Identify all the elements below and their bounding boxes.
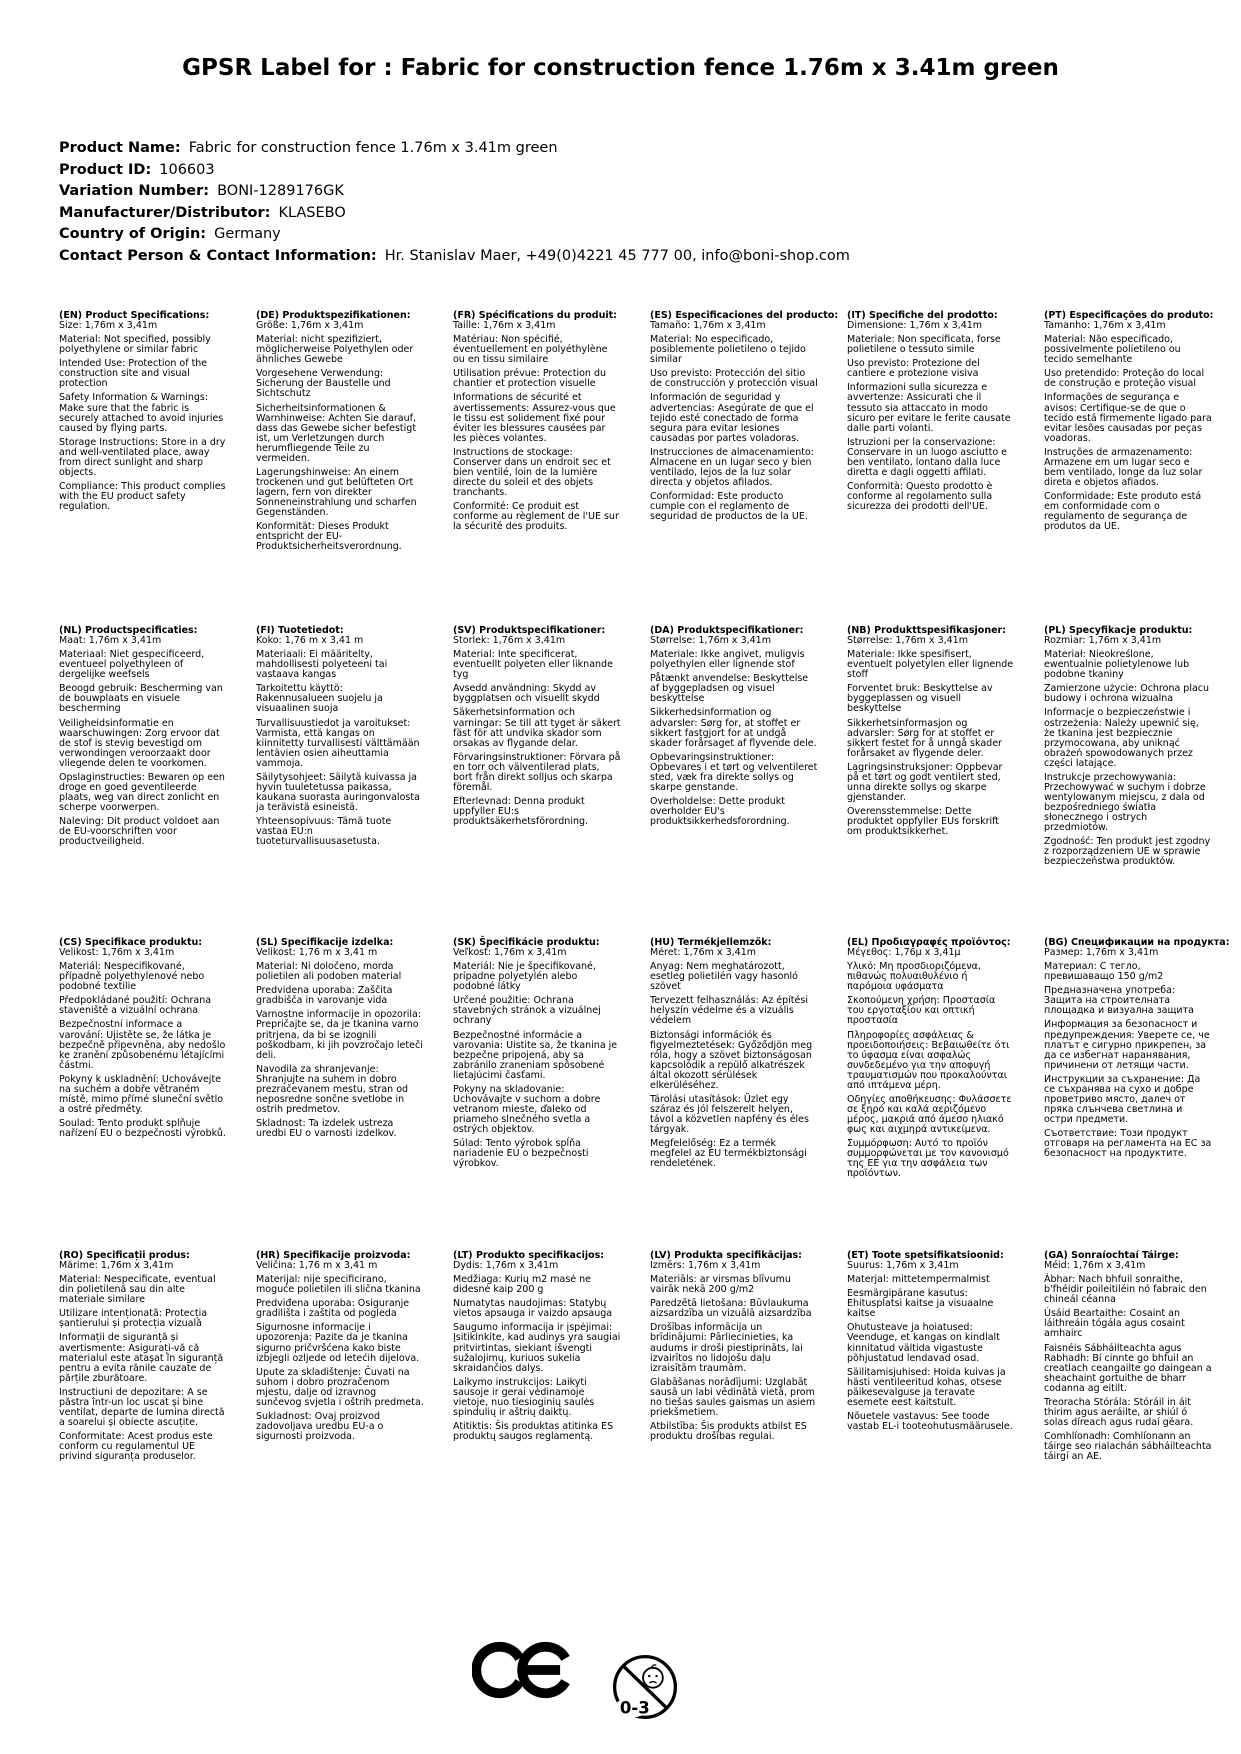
- block-paragraph: Glabāšanas norādījumi: Uzglabāt sausā un labi vēdinātā vietā, prom no tiešas saules gaismas un asiem priekšmetiem.: [650, 1376, 816, 1418]
- block-paragraph: Sikkerhetsinformasjon og advarsler: Sørg for at stoffet er sikkert festet for å unngå skader forårsaket av flygende deler.: [847, 717, 1002, 759]
- block-paragraph: Overensstemmelse: Dette produktet oppfyller EUs forskrift om produktsikkerhet.: [847, 806, 1000, 838]
- block-paragraph: Compliance: This product complies with the EU product safety regulation.: [59, 480, 226, 513]
- block-paragraph: Material: Ni določeno, morda polietilen ali podoben material: [256, 961, 402, 983]
- block-paragraph: Varnostne informacije in opozorila: Prepričajte se, da je tkanina varno pritrjena, da bi se izognili poškodbam, ki jih povzročajo leteči deli.: [256, 1009, 423, 1061]
- block-paragraph: Uso pretendido: Proteção do local de construção e proteção visual: [1044, 368, 1205, 390]
- block-size-line: Maat: 1,76m x 3,41m: [59, 635, 162, 647]
- block-heading: (EL) Προδιαγραφές προϊόντος:: [847, 937, 1011, 948]
- block-paragraph: Tarkoitettu käyttö: Rakennusalueen suojelu ja visuaalinen suoja: [256, 683, 383, 715]
- block-size-line: Size: 1,76m x 3,41m: [59, 320, 158, 332]
- language-block: [847, 311, 1015, 626]
- block-paragraph: Förvaringsinstruktioner: Förvara på en torr och välventilerad plats, bort från direkt solljus och skarpa föremål.: [453, 751, 621, 793]
- block-paragraph: Uso previsto: Protección del sitio de construcción y protección visual: [650, 368, 818, 390]
- block-paragraph: Matériau: Non spécifié, éventuellement en polyéthylène ou en tissu similaire: [453, 334, 608, 366]
- block-heading: (IT) Specifiche del prodotto:: [847, 310, 998, 321]
- block-paragraph: Informações de segurança e avisos: Certifique-se de que o tecido está firmemente ligado para evitar lesões causadas por peças voadoras.: [1044, 392, 1212, 444]
- block-paragraph: Conformitate: Acest produs este conform cu regulamentul UE privind siguranța produselor.: [59, 1431, 213, 1463]
- block-paragraph: Pokyny k uskladnění: Uchovávejte na suchém a dobře větraném místě, mimo přímé sluneční světlo a ostré předměty.: [59, 1073, 224, 1115]
- language-block: [1044, 937, 1230, 1251]
- age-warning-0-3-icon: [612, 1654, 678, 1720]
- product-info-row: [59, 181, 850, 203]
- block-paragraph: Vorgesehene Verwendung: Sicherung der Baustelle und Sichtschutz: [256, 368, 391, 400]
- block-size-line: Størrelse: 1,76m x 3,41m: [650, 635, 771, 647]
- language-block: [453, 1251, 621, 1462]
- block-paragraph: Conformité: Ce produit est conforme au règlement de l'UE sur la sécurité des produits.: [453, 501, 619, 533]
- block-paragraph: Съответствие: Този продукт отговаря на регламента на ЕС за безопасност на продуктите.: [1044, 1128, 1212, 1160]
- language-block: [256, 311, 424, 626]
- product-info-label: Manufacturer/Distributor:: [59, 204, 271, 221]
- block-paragraph: Zgodność: Ten produkt jest zgodny z rozporządzeniem UE w sprawie bezpieczeństwa produktów.: [1044, 836, 1211, 868]
- block-paragraph: Uso previsto: Protezione del cantiere e protezione visiva: [847, 358, 980, 380]
- block-paragraph: Tárolási utasítások: Üzlet egy száraz és jól felszerelt helyen, távol a közvetlen napfény és éles tárgyak.: [650, 1093, 809, 1136]
- block-heading: (LT) Produkto specifikacijos:: [453, 1250, 605, 1261]
- language-block: [650, 1251, 818, 1462]
- language-block: [59, 311, 227, 626]
- block-paragraph: Predvidena uporaba: Zaščita gradbišča in varovanje vida: [256, 985, 393, 1007]
- block-paragraph: Material: Nespecificate, eventual din polietilenă sau din alte materiale similare: [59, 1274, 216, 1306]
- block-paragraph: Οδηγίες αποθήκευσης: Φυλάσσετε σε ξηρό και καλά αεριζόμενο μέρος, μακριά από άμεσο ηλιακό φως και αιχμηρά αντικείμενα.: [847, 1093, 1012, 1136]
- product-info-value: 106603: [159, 161, 215, 178]
- block-paragraph: Instructiuni de depozitare: A se păstra într-un loc uscat și bine ventilat, departe de lumina directă a soarelui și obiecte ascuțite.: [59, 1386, 225, 1428]
- block-size-line: Tamanho: 1,76m x 3,41m: [1044, 320, 1166, 332]
- block-size-line: Velikost: 1,76 m x 3,41 m: [256, 947, 378, 959]
- block-paragraph: Lagerungshinweise: An einem trockenen und gut belüfteten Ort lagern, fern von direkter Sonneneinstrahlung und scharfen Gegenständen.: [256, 466, 417, 519]
- block-paragraph: Drošības informācija un brīdinājumi: Pārliecinieties, ka audums ir droši piestiprināts, lai izvairītos no lidojošu daļu izraisītām traumām.: [650, 1322, 803, 1374]
- block-paragraph: Ohutusteave ja hoiatused: Veenduge, et kangas on kindlalt kinnitatud vältida vigastuste põhjustatud lendavad osad.: [847, 1322, 1000, 1364]
- block-heading: (ET) Toote spetsifikatsioonid:: [847, 1250, 1004, 1261]
- block-paragraph: Konformität: Dieses Produkt entspricht der EU-Produktsicherheitsverordnung.: [256, 521, 402, 553]
- block-paragraph: Materiaal: Niet gespecificeerd, eventueel polyethyleen of dergelijke weefsels: [59, 649, 205, 681]
- product-info-value: Fabric for construction fence 1.76m x 3.41m green: [188, 140, 558, 156]
- block-paragraph: Instrucciones de almacenamiento: Almacene en un lugar seco y bien ventilado, lejos de la luz solar directa y objetos afilados.: [650, 446, 814, 488]
- block-paragraph: Materiale: Ikke spesifisert, eventuelt polyetylen eller lignende stoff: [847, 649, 1014, 681]
- block-paragraph: Tervezett felhasználás: Az építési helyszín védelme és a vizuális védelem: [650, 995, 808, 1027]
- block-paragraph: Intended Use: Protection of the construction site and visual protection: [59, 358, 208, 390]
- language-block: [1044, 626, 1212, 938]
- block-size-line: Dydis: 1,76m x 3,41m: [453, 1260, 559, 1272]
- block-size-line: Veličina: 1,76 m x 3,41 m: [256, 1260, 378, 1272]
- block-paragraph: Medžiaga: Kurių m2 masė ne didesnė kaip 200 g: [453, 1274, 592, 1296]
- block-paragraph: Σκοπούμενη χρήση: Προστασία του εργοταξίου και οπτική προστασία: [847, 995, 996, 1027]
- block-paragraph: Comhlíonadh: Comhlíonann an táirge seo rialachán sábháilteachta táirgí an AE.: [1044, 1431, 1212, 1463]
- block-paragraph: Navodila za shranjevanje: Shranjujte na suhem in dobro prezračevanem mestu, stran od neposredne sončne svetlobe in ostrih predmetov.: [256, 1063, 409, 1115]
- block-paragraph: Påtænkt anvendelse: Beskyttelse af byggepladsen og visuel beskyttelse: [650, 673, 809, 705]
- language-blocks-grid: [59, 310, 1230, 1463]
- block-paragraph: Conformidad: Este producto cumple con el reglamento de seguridad de productos de la UE.: [650, 491, 808, 523]
- block-paragraph: Materiale: Ikke angivet, muligvis polyethylen eller lignende stof: [650, 649, 805, 671]
- block-paragraph: Informazioni sulla sicurezza e avvertenze: Assicurati che il tessuto sia attaccato in modo sicuro per evitare le ferite causate dalle parti volanti.: [847, 382, 1011, 434]
- block-paragraph: Materiaali: Ei määritelty, mahdollisesti polyeteeni tai vastaava kangas: [256, 649, 388, 681]
- language-block: [256, 1251, 424, 1462]
- block-heading: (DA) Produktspecifikationer:: [650, 625, 804, 636]
- language-block: [847, 938, 1015, 1251]
- language-block: [256, 626, 424, 938]
- language-block: [1044, 1251, 1212, 1462]
- block-paragraph: Úsáid Beartaithe: Cosaint an láithreáin tógála agus cosaint amhairc: [1044, 1308, 1185, 1340]
- block-paragraph: Materiale: Non specificata, forse polietilene o tessuto simile: [847, 334, 1001, 356]
- product-info-label: Contact Person & Contact Information:: [59, 247, 377, 264]
- product-info-row: [59, 203, 850, 225]
- block-heading: (RO) Specificații produs:: [59, 1250, 190, 1261]
- block-paragraph: Efterlevnad: Denna produkt uppfyller EU:s produktsäkerhetsförordning.: [453, 795, 589, 828]
- block-paragraph: Zamierzone użycie: Ochrona placu budowy i ochrona wizualna: [1044, 683, 1210, 705]
- block-paragraph: Sigurnosne informacije i upozorenja: Pazite da je tkanina sigurno pričvršćena kako biste izbjegli ozljede od letećih dijelova.: [256, 1322, 420, 1364]
- block-paragraph: Megfelelőség: Ez a termék megfelel az EU termékbiztonsági rendeletének.: [650, 1138, 807, 1170]
- block-paragraph: Overholdelse: Dette produkt overholder EU's produktsikkerhedsforordning.: [650, 795, 790, 828]
- block-heading: (DE) Produktspezifikationen:: [256, 310, 411, 321]
- block-paragraph: Информация за безопасност и предупреждения: Уверете се, че платът е сигурно прикрепен, за да се избегнат наранявания, причинени от летящи части.: [1044, 1019, 1210, 1071]
- block-paragraph: Instructions de stockage: Conserver dans un endroit sec et bien ventilé, loin de la lumière directe du soleil et des objets tranchants.: [453, 446, 611, 498]
- block-paragraph: Säilytysohjeet: Säilytä kuivassa ja hyvin tuuletetussa paikassa, kaukana suorasta auringonvalosta ja terävistä esineistä.: [256, 771, 420, 813]
- block-paragraph: Istruzioni per la conservazione: Conservare in un luogo asciutto e ben ventilato, lontano dalla luce diretta e dagli oggetti affilati.: [847, 436, 1008, 478]
- block-paragraph: Opbevaringsinstruktioner: Opbevares i et tørt og velventileret sted, væk fra direkte sollys og skarpe genstande.: [650, 751, 818, 793]
- block-paragraph: Turvallisuustiedot ja varoitukset: Varmista, että kangas on kiinnitetty turvallisesti välttämään lentävien osien aiheuttamia vammoja.: [256, 717, 420, 769]
- block-paragraph: Συμμόρφωση: Αυτό το προϊόν συμμορφώνεται με τον κανονισμό της ΕΕ για την ασφάλεια των προϊόντων.: [847, 1138, 1009, 1180]
- block-paragraph: Bezpečnostné informácie a varovania: Uistite sa, že tkanina je bezpečne pripojená, aby sa zabránilo zraneniam spôsobené lietajúcimi časťami.: [453, 1029, 618, 1081]
- block-paragraph: Storage Instructions: Store in a dry and well-ventilated place, away from direct sunlight and sharp objects.: [59, 436, 226, 478]
- block-paragraph: Lagringsinstruksjoner: Oppbevar på et tørt og godt ventilert sted, unna direkte sollys og skarpe gjenstander.: [847, 761, 1003, 803]
- block-paragraph: Treoracha Stórála: Stóráil in áit thirim agus aeráilte, ar shiúl ó solas díreach agus rudaí géara.: [1044, 1396, 1194, 1428]
- product-info-row: [59, 224, 850, 246]
- block-paragraph: Opslaginstructies: Bewaren op een droge en goed geventileerde plaats, weg van direct zonlicht en scherpe voorwerpen.: [59, 771, 225, 813]
- product-info-value: Germany: [214, 226, 281, 242]
- block-heading: (NB) Produkttspesifikasjoner:: [847, 625, 1007, 636]
- block-paragraph: Material: Inte specificerat, eventuellt polyeten eller liknande tyg: [453, 649, 613, 681]
- block-paragraph: Bezpečnostní informace a varování: Ujistěte se, že látka je bezpečně připevněna, aby nedošlo ke zranění způsobenému létajícími částmi.: [59, 1019, 226, 1071]
- language-block: [1044, 311, 1212, 626]
- block-heading: (HR) Specifikacije proizvoda:: [256, 1250, 411, 1261]
- product-info-label: Product Name:: [59, 140, 181, 156]
- block-paragraph: Anyag: Nem meghatározott, esetleg polietilén vagy hasonló szövet: [650, 961, 798, 993]
- block-size-line: Размер: 1,76m x 3,41m: [1044, 947, 1159, 959]
- language-block: [847, 626, 1015, 938]
- block-heading: (SL) Specifikacije izdelka:: [256, 937, 394, 948]
- block-paragraph: Säkerhetsinformation och varningar: Se till att tyget är säkert fäst för att undvika skador som orsakas av flygande delar.: [453, 707, 621, 749]
- block-paragraph: Saugumo informacija ir įspėjimai: Įsitikinkite, kad audinys yra saugiai pritvirtintas, siekiant išvengti sužalojimų, kuriuos sukelia skraidančios dalys.: [453, 1322, 621, 1374]
- block-paragraph: Safety Information & Warnings: Make sure that the fabric is securely attached to avoid injuries caused by flying parts.: [59, 392, 224, 434]
- block-paragraph: Beoogd gebruik: Bescherming van de bouwplaats en visuele bescherming: [59, 683, 223, 715]
- block-paragraph: Avsedd användning: Skydd av byggplatsen och visuellt skydd: [453, 683, 600, 705]
- product-info-label: Variation Number:: [59, 183, 210, 199]
- block-paragraph: Forventet bruk: Beskyttelse av byggeplassen og visuell beskyttelse: [847, 683, 993, 715]
- block-paragraph: Materiāls: ar virsmas blīvumu vairāk nekā 200 g/m2: [650, 1274, 791, 1296]
- block-paragraph: Material: No especificado, posiblemente polietileno o tejido similar: [650, 334, 806, 366]
- block-paragraph: Säilitamisjuhised: Hoida kuivas ja hästi ventileeritud kohas, otsese päikesevalguse ja teravate esemete eest kaitstult.: [847, 1366, 1006, 1408]
- block-paragraph: Informations de sécurité et avertissements: Assurez-vous que le tissu est solidement fixé pour éviter les blessures causées par les pièces volantes.: [453, 392, 616, 444]
- block-heading: (NL) Productspecificaties:: [59, 625, 198, 636]
- block-heading: (EN) Product Specifications:: [59, 310, 210, 321]
- block-size-line: Taille: 1,76m x 3,41m: [453, 320, 556, 332]
- product-info-row: [59, 138, 850, 160]
- product-info-row: [59, 246, 850, 268]
- block-paragraph: Numatytas naudojimas: Statybų vietos apsauga ir vaizdo apsauga: [453, 1298, 613, 1320]
- block-paragraph: Veiligheidsinformatie en waarschuwingen: Zorg ervoor dat de stof is stevig bevestigd om verwondingen veroorzaakt door vliegende delen te voorkomen.: [59, 717, 220, 769]
- block-size-line: Suurus: 1,76m x 3,41m: [847, 1260, 959, 1272]
- block-heading: (HU) Termékjellemzők:: [650, 937, 772, 948]
- block-paragraph: Laikymo instrukcijos: Laikyti sausoje ir gerai vėdinamoje vietoje, nuo tiesioginių saulės spindulių ir aštrių daiktų.: [453, 1376, 595, 1418]
- block-paragraph: Instruções de armazenamento: Armazene em um lugar seco e bem ventilado, longe da luz solar direta e objetos afiados.: [1044, 446, 1203, 488]
- language-block: [256, 938, 424, 1251]
- block-paragraph: Ábhar: Nach bhfuil sonraithe, b'fhéidir poileitiléin nó fabraic den chineál céanna: [1044, 1274, 1207, 1306]
- block-paragraph: Sikkerhedsinformation og advarsler: Sørg for, at stoffet er sikkert fastgjort for at undgå skader forårsaget af flyvende dele.: [650, 707, 817, 749]
- block-paragraph: Predviđena uporaba: Osiguranje gradilišta i zaštita od pogleda: [256, 1298, 410, 1320]
- block-paragraph: Atitiktis: Šis produktas atitinka ES produktų saugos reglamentą.: [453, 1420, 614, 1442]
- language-block: [453, 626, 621, 938]
- block-heading: (PT) Especificações do produto:: [1044, 310, 1214, 321]
- block-heading: (PL) Specyfikacje produktu:: [1044, 625, 1193, 636]
- block-paragraph: Инструкции за съхранение: Да се съхранява на сухо и добре проветриво място, далеч от пряка слънчева светлина и остри предмети.: [1044, 1073, 1201, 1125]
- product-info-value: BONI-1289176GK: [217, 183, 344, 199]
- language-block: [650, 310, 839, 626]
- language-block: [847, 1251, 1015, 1462]
- block-paragraph: Materijal: nije specificirano, moguće polietilen ili slična tkanina: [256, 1274, 421, 1296]
- block-paragraph: Conformità: Questo prodotto è conforme al regolamento sulla sicurezza dei prodotti dell'UE.: [847, 480, 993, 513]
- block-paragraph: Utilizare intenționată: Protecția șantierului și protecția vizuală: [59, 1308, 208, 1330]
- block-paragraph: Informații de siguranță și avertismente: Asigurați-vă că materialul este atașat în siguranță pentru a evita rănile cauzate de părțile zburătoare.: [59, 1332, 224, 1384]
- block-paragraph: Skladnost: Ta izdelek ustreza uredbi EU o varnosti izdelkov.: [256, 1118, 397, 1140]
- block-paragraph: Materiál: Nie je špecifikované, prípadne polyetylén alebo podobné látky: [453, 961, 596, 993]
- block-heading: (SK) Špecifikácie produktu:: [453, 937, 600, 948]
- block-size-line: Rozmiar: 1,76m x 3,41m: [1044, 635, 1162, 647]
- product-info-value: Hr. Stanislav Maer, +49(0)4221 45 777 00, info@boni-shop.com: [384, 247, 850, 264]
- block-size-line: Mărime: 1,76m x 3,41m: [59, 1260, 174, 1272]
- age-range-label: 0-3: [619, 1698, 650, 1718]
- block-size-line: Dimensione: 1,76m x 3,41m: [847, 320, 983, 332]
- block-heading: (CS) Specifikace produktu:: [59, 937, 203, 948]
- block-paragraph: Conformidade: Este produto está em conformidade com o regulamento de segurança de produtos da UE.: [1044, 491, 1202, 533]
- block-paragraph: Atbilstība: Šis produkts atbilst ES produktu drošības regulai.: [650, 1420, 807, 1442]
- block-heading: (FR) Spécifications du produit:: [453, 310, 617, 321]
- language-block: [650, 938, 818, 1251]
- ce-mark-icon: [472, 1638, 576, 1702]
- block-paragraph: Eesmärgipärane kasutus: Ehitusplatsi kaitse ja visuaalne kaitse: [847, 1288, 994, 1320]
- block-paragraph: Yhteensopivuus: Tämä tuote vastaa EU:n tuoteturvallisuusasetusta.: [256, 816, 392, 848]
- block-paragraph: Materjal: mittetempermalmist: [847, 1274, 990, 1286]
- language-block: [453, 938, 621, 1251]
- block-size-line: Koko: 1,76 m x 3,41 m: [256, 635, 364, 647]
- language-block: [59, 1251, 227, 1462]
- language-block: [650, 626, 818, 938]
- block-paragraph: Instrukcje przechowywania: Przechowywać w suchym i dobrze wentylowanym miejscu, z dala od bezpośredniego światła słonecznego i ostrych przedmiotów.: [1044, 771, 1206, 834]
- block-heading: (FI) Tuotetiedot:: [256, 625, 344, 636]
- product-info-label: Product ID:: [59, 161, 152, 178]
- language-block: [453, 311, 621, 626]
- block-paragraph: Biztonsági információk és figyelmeztetések: Győződjön meg róla, hogy a szövet biztonságosan kapcsolódik a repülő alkatrészek által okozott sérülések elkerüléséhez.: [650, 1029, 813, 1091]
- product-info-row: [59, 160, 850, 182]
- block-size-line: Izmērs: 1,76m x 3,41m: [650, 1260, 761, 1272]
- block-size-line: Størrelse: 1,76m x 3,41m: [847, 635, 968, 647]
- block-paragraph: Naleving: Dit product voldoet aan de EU-voorschriften voor productveiligheid.: [59, 816, 220, 848]
- product-info-label: Country of Origin:: [59, 226, 207, 242]
- block-size-line: Μέγεθος: 1,76μ x 3,41μ: [847, 947, 961, 959]
- block-paragraph: Material: Não especificado, possivelmente polietileno ou tecido semelhante: [1044, 334, 1181, 366]
- block-paragraph: Upute za skladištenje: Čuvati na suhom i dobro prozračenom mjestu, dalje od izravnog sunčevog svjetla i oštrih predmeta.: [256, 1366, 424, 1408]
- block-paragraph: Materiál: Nespecifikované, případně polyethylenové nebo podobné textilie: [59, 961, 205, 993]
- block-size-line: Veľkosť: 1,76m x 3,41m: [453, 947, 567, 959]
- block-size-line: Méid: 1,76m x 3,41m: [1044, 1260, 1146, 1272]
- block-size-line: Méret: 1,76m x 3,41m: [650, 947, 757, 959]
- block-paragraph: Utilisation prévue: Protection du chantier et protection visuelle: [453, 368, 606, 390]
- block-paragraph: Súlad: Tento výrobok spĺňa nariadenie EÚ o bezpečnosti výrobkov.: [453, 1138, 589, 1170]
- block-paragraph: Material: Not specified, possibly polyethylene or similar fabric: [59, 334, 211, 356]
- block-paragraph: Υλικό: Μη προσδιοριζόμενα, πιθανώς πολυαιθυλένιο ή παρόμοια υφάσματα: [847, 961, 981, 993]
- block-heading: (GA) Sonraíochtaí Táirge:: [1044, 1250, 1179, 1261]
- block-paragraph: Material: nicht spezifiziert, möglicherweise Polyethylen oder ähnliches Gewebe: [256, 334, 414, 366]
- block-paragraph: Soulad: Tento produkt splňuje nařízení EU o bezpečnosti výrobků.: [59, 1118, 226, 1140]
- block-paragraph: Informacje o bezpieczeństwie i ostrzeżenia: Należy upewnić się, że tkanina jest bezpiecznie przymocowana, aby uniknąć obrażeń spowodowanych przez części latające.: [1044, 707, 1199, 769]
- block-paragraph: Sicherheitsinformationen & Warnhinweise: Achten Sie darauf, dass das Gewebe sicher befestigt ist, um Verletzungen durch herumfliegende Teile zu vermeiden.: [256, 402, 417, 464]
- block-heading: (BG) Спецификации на продукта:: [1044, 937, 1230, 948]
- block-size-line: Storlek: 1,76m x 3,41m: [453, 635, 566, 647]
- page-title: GPSR Label for : Fabric for construction fence 1.76m x 3.41m green: [182, 55, 1059, 81]
- block-paragraph: Nõuetele vastavus: See toode vastab EL-i tooteohutusmäärusele.: [847, 1410, 1013, 1432]
- block-paragraph: Πληροφορίες ασφάλειας & προειδοποιήσεις: Βεβαιωθείτε ότι το ύφασμα είναι ασφαλώς συνδεδεμένο για την αποφυγή τραυματισμών που προκαλούνται από ιπτάμενα μέρη.: [847, 1029, 1010, 1091]
- block-paragraph: Paredzētā lietošana: Būvlaukuma aizsardzība un vizuālā aizsardzība: [650, 1298, 812, 1320]
- language-block: [59, 626, 227, 938]
- block-paragraph: Určené použitie: Ochrana stavebných stránok a vizuálnej ochrany: [453, 995, 601, 1027]
- block-paragraph: Sukladnost: Ovaj proizvod zadovoljava uredbu EU-a o sigurnosti proizvoda.: [256, 1410, 384, 1442]
- block-paragraph: Materiał: Nieokreślone, ewentualnie polietylenowe lub podobne tkaniny: [1044, 649, 1190, 681]
- block-heading: (SV) Produktspecifikationer:: [453, 625, 606, 636]
- block-size-line: Tamaño: 1,76m x 3,41m: [650, 320, 766, 332]
- block-size-line: Größe: 1,76m x 3,41m: [256, 320, 364, 332]
- block-size-line: Velikost: 1,76m x 3,41m: [59, 947, 175, 959]
- block-paragraph: Faisnéis Sábháilteachta agus Rabhadh: Bí cinnte go bhfuil an creatlach ceangailte go daingean a sheachaint gortuithe de bharr codanna ag eitilt.: [1044, 1342, 1212, 1394]
- block-paragraph: Información de seguridad y advertencias: Asegúrate de que el tejido esté conectado de forma segura para evitar lesiones causadas por partes voladoras.: [650, 392, 814, 444]
- product-info-value: KLASEBO: [278, 204, 346, 221]
- block-paragraph: Предназначена употреба: Защита на строителната площадка и визуална защита: [1044, 985, 1194, 1017]
- block-paragraph: Předpokládané použití: Ochrana staveniště a vizuální ochrana: [59, 995, 212, 1017]
- block-heading: (LV) Produkta specifikācijas:: [650, 1250, 802, 1261]
- block-paragraph: Pokyny na skladovanie: Uchovávajte v suchom a dobre vetranom mieste, ďaleko od priameho slnečného svetla a ostrých objektov.: [453, 1083, 601, 1136]
- language-block: [59, 938, 227, 1251]
- block-heading: (ES) Especificaciones del producto:: [650, 310, 839, 321]
- product-info-section: [59, 138, 850, 267]
- block-paragraph: Материал: С тегло, превишаващо 150 g/m2: [1044, 961, 1164, 983]
